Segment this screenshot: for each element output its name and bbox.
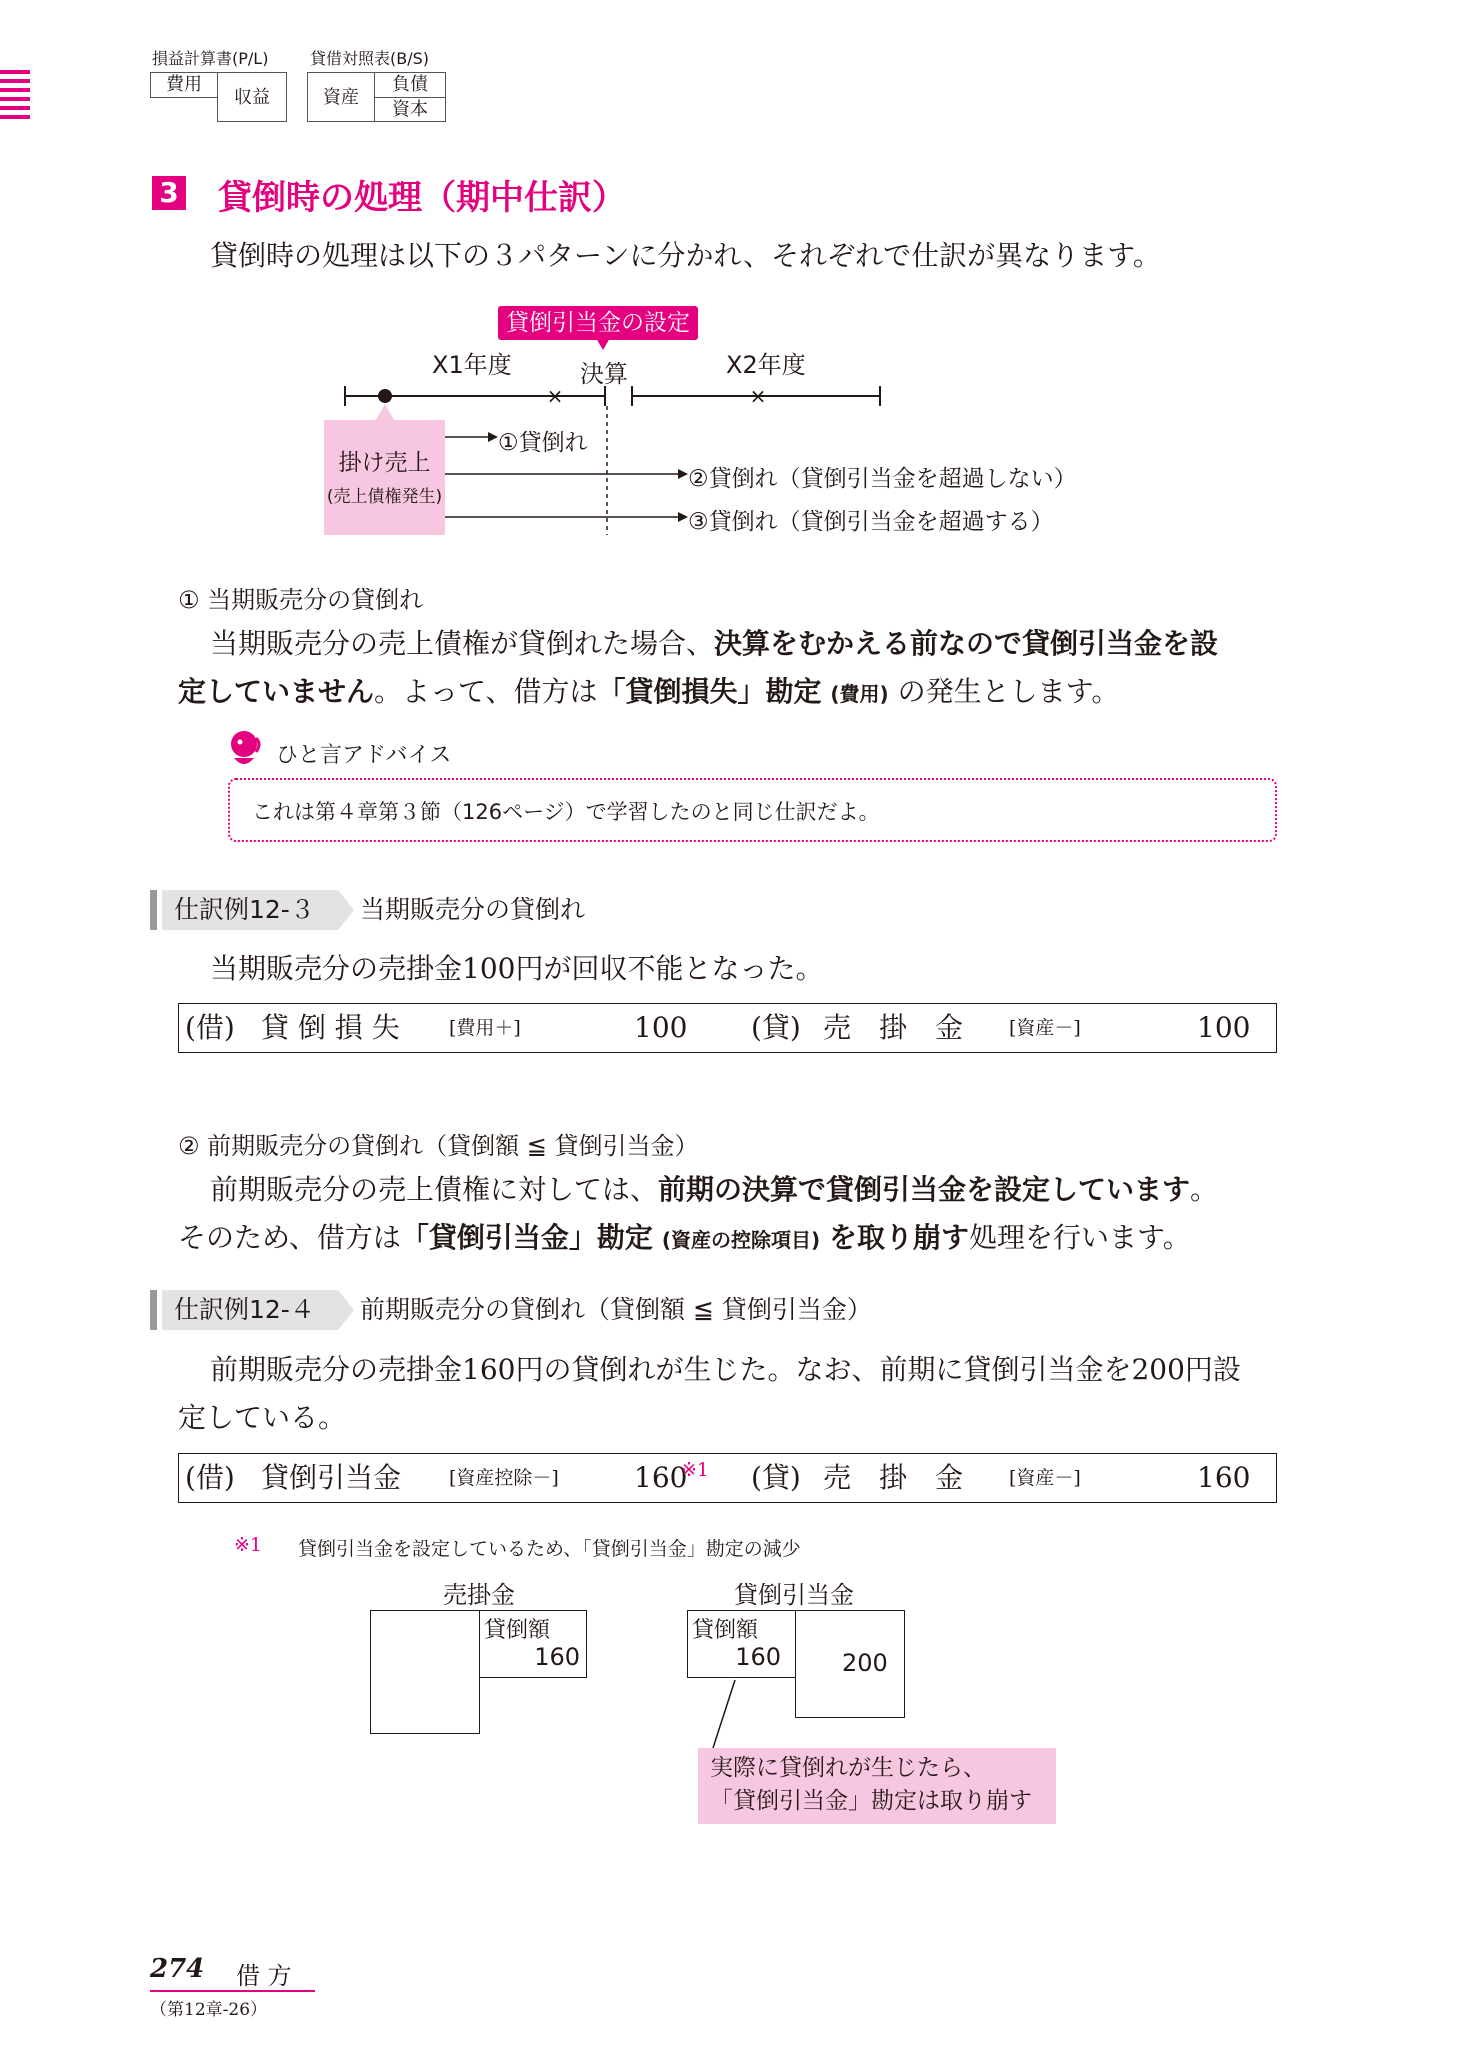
credit-mark: (貸) (751, 1011, 801, 1044)
example2-problem-line1: 前期販売分の売掛金160円の貸倒れが生じた。なお、前期に貸倒引当金を200円設 (210, 1353, 1241, 1386)
debit-amount: 100 (634, 1011, 688, 1044)
settlement-label: 決算 (580, 360, 628, 388)
revenue-cell: 収益 (217, 72, 287, 122)
pl-label: 損益計算書(P/L) (152, 49, 269, 68)
sale-label: 掛け売上 (338, 450, 431, 476)
debit-tag: [資産控除－] (449, 1467, 559, 1489)
example1-label: 仕訳例12-３ (162, 890, 338, 930)
cross-mark-2: × (749, 384, 767, 408)
cross-mark-1: × (546, 384, 564, 408)
case2-label: ②貸倒れ（貸倒引当金を超過しない） (688, 466, 1077, 492)
allowance-debit-value: 160 (735, 1643, 781, 1671)
page-number: 274 (150, 1954, 205, 1984)
debit-account: 貸 倒 損 失 (261, 1011, 400, 1044)
example2-label: 仕訳例12-４ (162, 1290, 338, 1330)
allowance-title: 貸倒引当金 (734, 1581, 854, 1609)
footnote-text: 貸倒引当金を設定しているため、「貸倒引当金」勘定の減少 (298, 1538, 801, 1560)
section-intro: 貸倒時の処理は以下の３パターンに分かれ、それぞれで仕訳が異なります。 (210, 239, 1161, 272)
liabilities-cell: 負債 (374, 72, 446, 98)
credit-amount: 160 (1197, 1461, 1251, 1494)
footnote-mark: ※1 (234, 1534, 263, 1556)
debit-mark: (借) (185, 1461, 235, 1494)
case2-paragraph-line2: そのため、借方は「貸倒引当金」勘定 (資産の控除項目) を取り崩す処理を行います。 (178, 1221, 1191, 1254)
case2-heading: ② 前期販売分の貸倒れ（貸倒額 ≦ 貸倒引当金） (178, 1132, 699, 1160)
example1-problem: 当期販売分の売掛金100円が回収不能となった。 (210, 952, 824, 985)
ar-credit-value: 160 (534, 1643, 580, 1671)
credit-tag: [資産－] (1009, 1467, 1081, 1489)
expense-cell: 費用 (150, 72, 218, 98)
section-number: 3 (152, 176, 186, 210)
debit-account: 貸倒引当金 (261, 1461, 402, 1494)
footer-rule (150, 1990, 315, 1992)
allowance-debit-label: 貸倒額 (692, 1618, 759, 1643)
section-title: 貸倒時の処理（期中仕訳） (218, 178, 626, 218)
case3-label: ③貸倒れ（貸倒引当金を超過する） (688, 509, 1054, 535)
bs-label: 貸借対照表(B/S) (310, 49, 430, 68)
credit-account: 売 掛 金 (823, 1011, 964, 1044)
chapter-ref: （第12章-26） (150, 2000, 268, 2020)
capital-cell: 資本 (374, 97, 446, 122)
example2-problem-line2: 定している。 (178, 1401, 347, 1434)
example1-title: 当期販売分の貸倒れ (360, 895, 586, 924)
case2-paragraph-line1: 前期販売分の売上債権に対しては、前期の決算で貸倒引当金を設定しています。 (210, 1173, 1219, 1206)
example2-title: 前期販売分の貸倒れ（貸倒額 ≦ 貸倒引当金） (360, 1295, 872, 1324)
page-side-label: 借 方 (236, 1962, 292, 1990)
x2-label: X2年度 (726, 351, 806, 379)
credit-amount: 100 (1197, 1011, 1251, 1044)
credit-mark: (貸) (751, 1461, 801, 1494)
callout-box (698, 1748, 1056, 1824)
debit-note-mark: ※1 (681, 1459, 710, 1481)
debit-tag: [費用＋] (449, 1017, 521, 1039)
debit-mark: (借) (185, 1011, 235, 1044)
x1-label: X1年度 (432, 351, 512, 379)
case1-paragraph-line1: 当期販売分の売上債権が貸倒れた場合、決算をむかえる前なので貸倒引当金を設 (210, 627, 1219, 660)
case1-heading: ① 当期販売分の貸倒れ (178, 586, 424, 614)
ar-credit-label: 貸倒額 (484, 1618, 551, 1643)
allowance-badge: 貸倒引当金の設定 (498, 306, 698, 340)
callout-line1: 実際に貸倒れが生じたら、 (710, 1755, 986, 1781)
callout-line2: 「貸倒引当金」勘定は取り崩す (710, 1788, 1032, 1814)
allowance-balance: 200 (842, 1649, 888, 1677)
assets-cell: 資産 (307, 72, 375, 122)
sale-sublabel: (売上債権発生) (326, 487, 443, 507)
credit-account: 売 掛 金 (823, 1461, 964, 1494)
ar-title: 売掛金 (443, 1581, 515, 1609)
case1-label: ①貸倒れ (498, 430, 588, 456)
credit-tag: [資産－] (1009, 1017, 1081, 1039)
debit-amount: 160 (634, 1461, 688, 1494)
advice-label: ひと言アドバイス (276, 743, 452, 768)
case1-paragraph-line2: 定していません。よって、借方は「貸倒損失」勘定 (費用) の発生とします。 (178, 675, 1120, 708)
advice-text: これは第４章第３節（126ページ）で学習したのと同じ仕訳だよ。 (252, 800, 880, 824)
